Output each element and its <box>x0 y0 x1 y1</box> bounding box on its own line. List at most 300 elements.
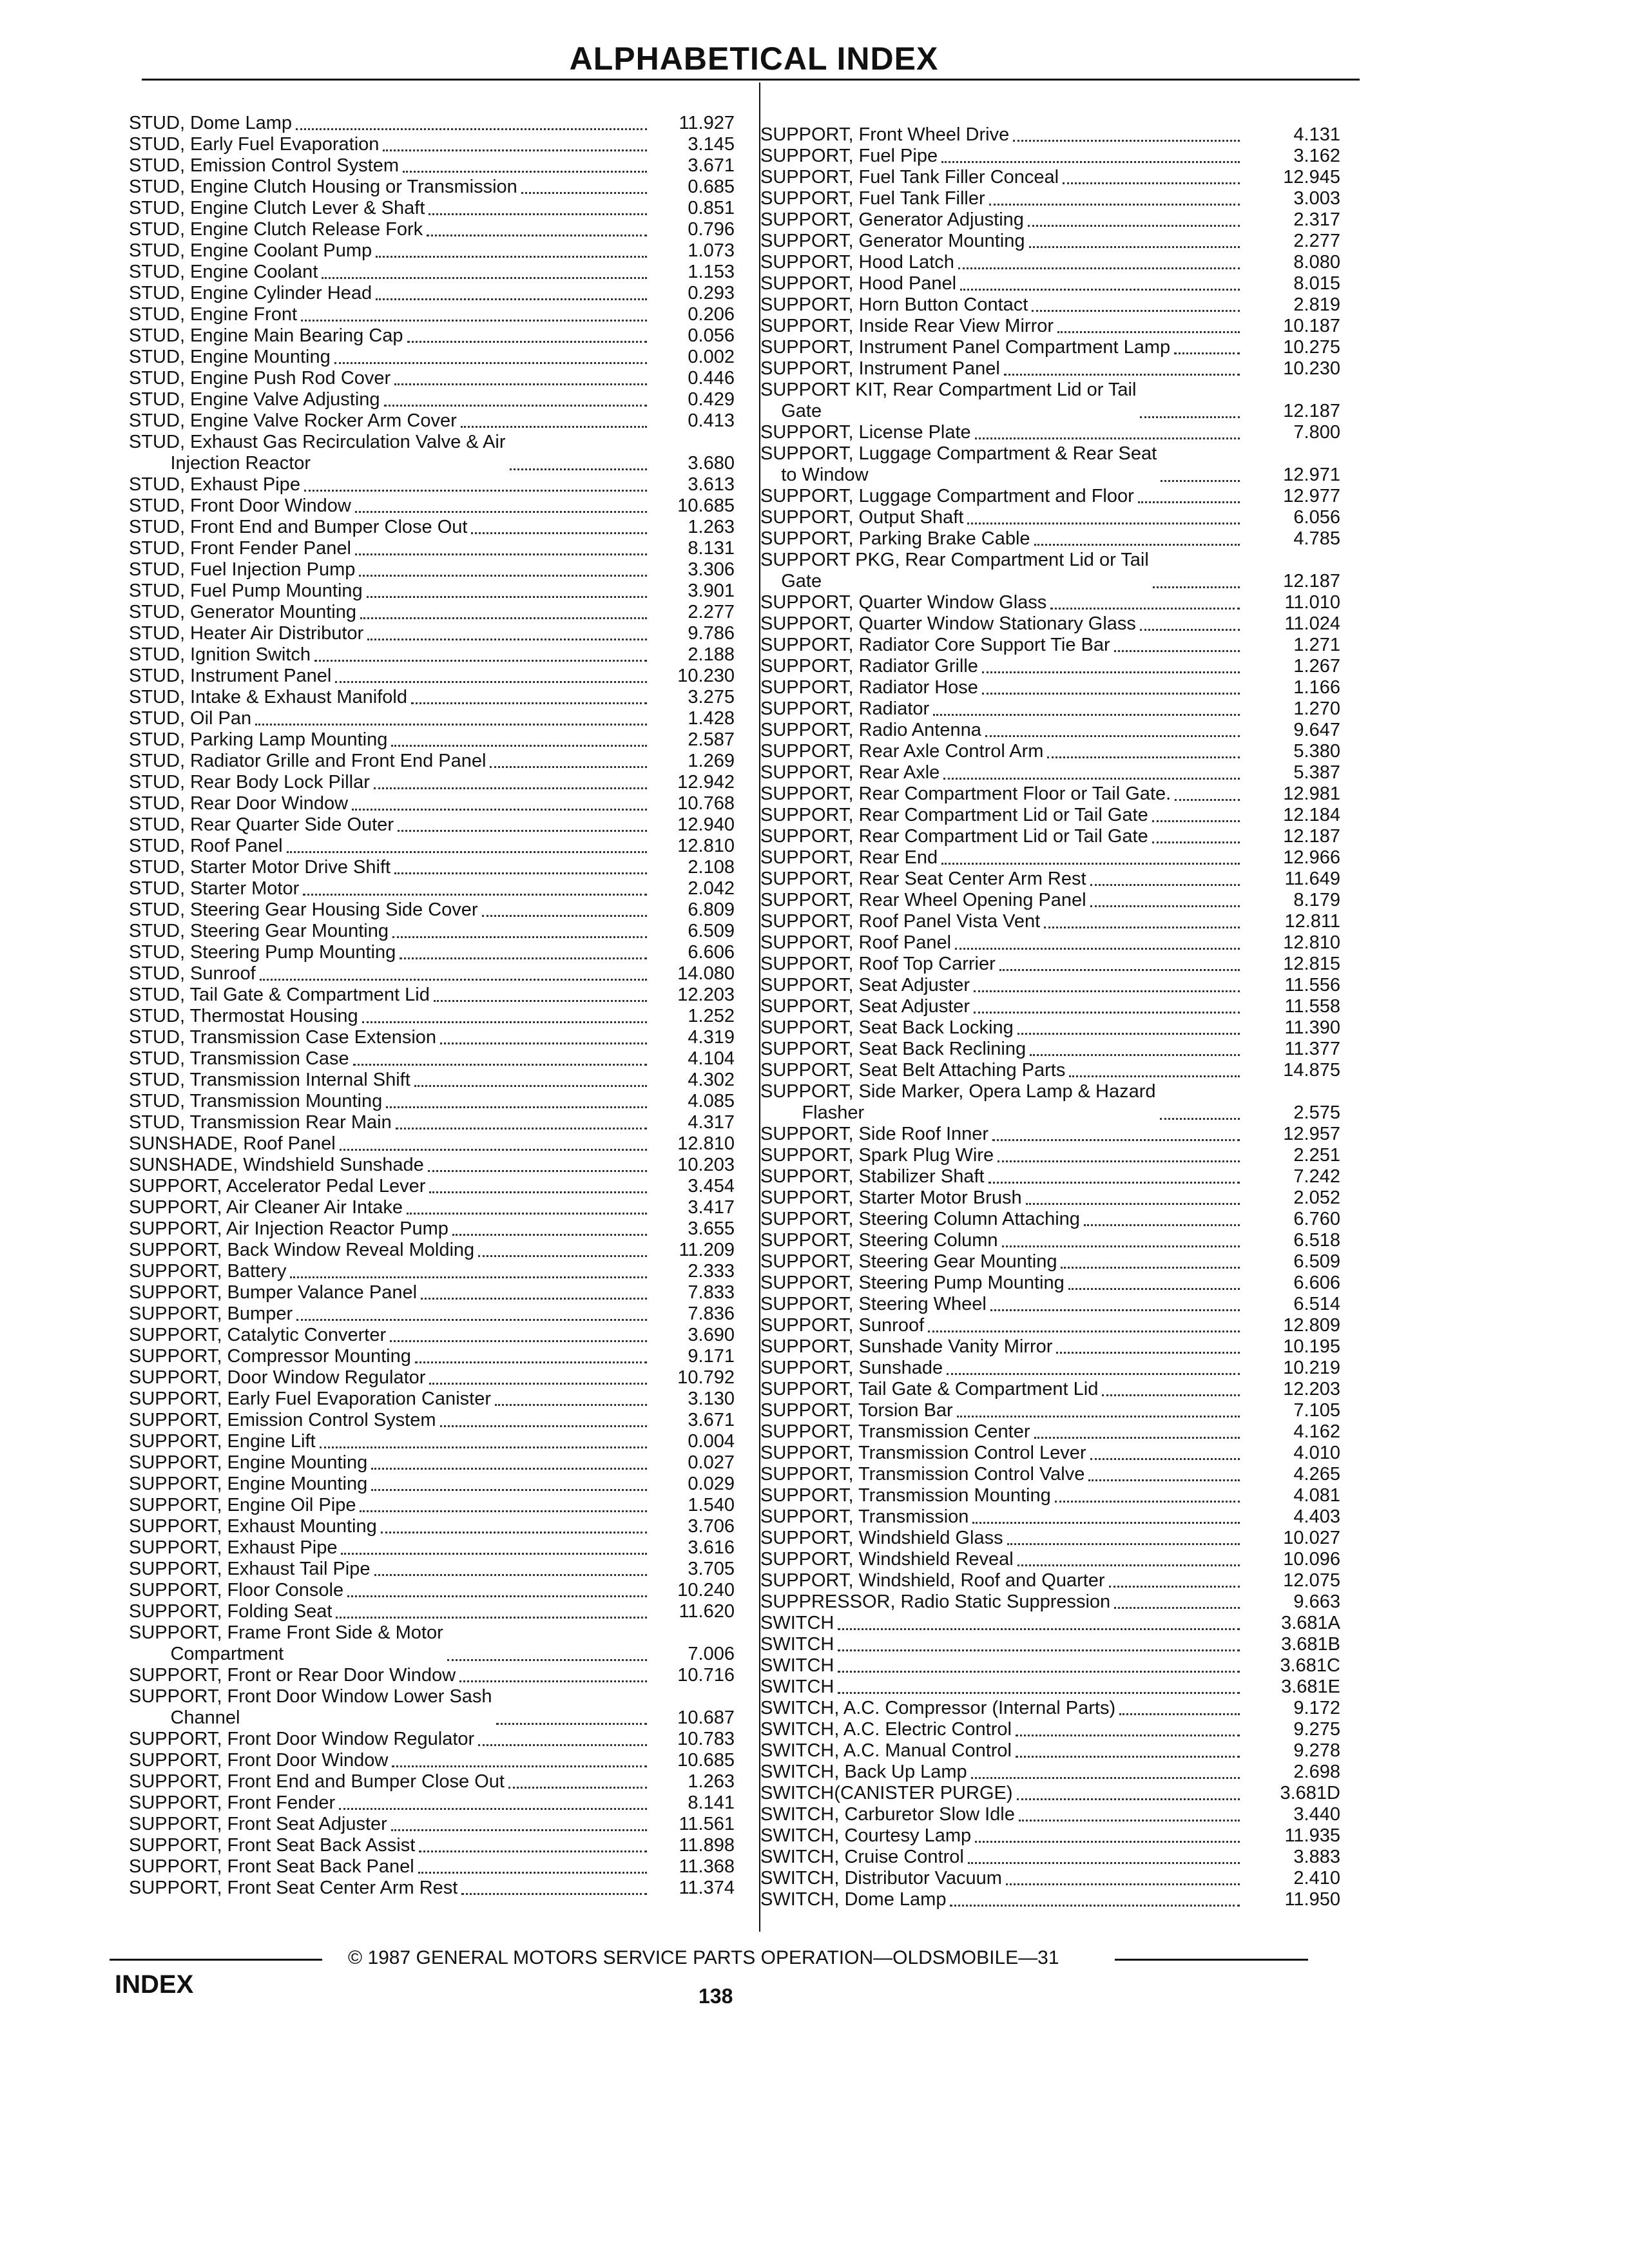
index-entry <box>129 389 735 410</box>
entry-reference: 1.153 <box>688 262 735 282</box>
entry-reference: 12.940 <box>677 814 735 835</box>
entry-name: SUPPORT, Fuel Tank Filler <box>760 188 985 209</box>
dot-leader <box>975 437 1240 439</box>
index-entry <box>129 899 735 921</box>
entry-reference: 11.209 <box>679 1240 735 1260</box>
index-entry <box>129 1622 735 1665</box>
dot-leader <box>376 298 647 300</box>
index-entry <box>129 113 735 134</box>
entry-name: STUD, Transmission Rear Main <box>129 1112 392 1133</box>
index-entry <box>760 146 1340 167</box>
entry-reference: 9.786 <box>688 623 735 644</box>
dot-leader <box>374 1573 648 1576</box>
index-entry <box>129 602 735 623</box>
dot-leader <box>990 1309 1240 1311</box>
index-entry <box>129 283 735 304</box>
entry-reference: 12.815 <box>1283 954 1340 974</box>
entry-reference: 1.269 <box>688 751 735 771</box>
index-entry <box>129 1027 735 1048</box>
entry-name: SUPPORT, Transmission <box>760 1506 969 1527</box>
entry-name: STUD, Rear Door Window <box>129 793 349 814</box>
entry-name: SUPPORT, Engine Oil Pipe <box>129 1495 356 1515</box>
dot-leader <box>1140 628 1240 631</box>
index-entry <box>760 805 1340 826</box>
entry-reference: 1.271 <box>1293 635 1340 655</box>
dot-leader <box>414 1084 647 1087</box>
entry-name: STUD, Engine Coolant Pump <box>129 240 372 261</box>
entry-name: STUD, Sunroof <box>129 963 256 984</box>
entry-name: SUPPORT, Front Seat Back Assist <box>129 1835 416 1856</box>
dot-leader <box>314 659 647 662</box>
entry-reference: 3.440 <box>1293 1804 1340 1825</box>
entry-reference: 6.509 <box>1293 1251 1340 1272</box>
dot-leader <box>415 1361 647 1363</box>
entry-name: SUPPORT, Parking Brake Cable <box>760 528 1030 549</box>
dot-leader <box>355 510 647 513</box>
entry-reference: 4.265 <box>1293 1464 1340 1485</box>
dot-leader <box>296 1318 647 1321</box>
dot-leader <box>1152 841 1240 843</box>
dot-leader <box>974 990 1240 992</box>
entry-reference: 2.052 <box>1293 1187 1340 1208</box>
index-entry <box>760 656 1340 677</box>
entry-reference: 12.981 <box>1283 783 1340 804</box>
dot-leader <box>1044 926 1240 928</box>
dot-leader <box>411 702 647 704</box>
entry-reference: 3.883 <box>1293 1847 1340 1867</box>
entry-name: SUNSHADE, Roof Panel <box>129 1133 336 1154</box>
dot-leader <box>1160 1117 1240 1120</box>
index-entry <box>129 1367 735 1389</box>
index-entry <box>129 1559 735 1580</box>
entry-reference: 14.875 <box>1283 1060 1340 1081</box>
index-entry <box>129 1325 735 1346</box>
entry-reference: 11.927 <box>679 113 735 133</box>
entry-reference: 3.901 <box>688 581 735 601</box>
entry-reference: 1.270 <box>1293 698 1340 719</box>
dot-leader <box>334 361 647 364</box>
entry-name: SUPPORT, Battery <box>129 1261 287 1282</box>
index-entry <box>760 1634 1340 1655</box>
dot-leader <box>371 1467 647 1470</box>
index-entry <box>129 666 735 687</box>
entry-name: SUPPORT, Horn Button Contact <box>760 294 1028 315</box>
index-entry <box>760 677 1340 698</box>
entry-reference: 0.027 <box>688 1452 735 1473</box>
entry-name: SUPPORT, Sunroof <box>760 1315 925 1336</box>
index-entry <box>129 1835 735 1856</box>
entry-reference: 1.252 <box>688 1006 735 1026</box>
dot-leader <box>1153 586 1240 588</box>
entry-name: STUD, Starter Motor <box>129 878 300 899</box>
index-entry <box>129 1006 735 1027</box>
index-entry <box>760 1847 1340 1868</box>
index-entry <box>129 729 735 751</box>
entry-reference: 12.810 <box>677 1133 735 1154</box>
entry-reference: 3.671 <box>688 155 735 176</box>
entry-name: STUD, Generator Mounting <box>129 602 356 622</box>
entry-name: STUD, Rear Quarter Side Outer <box>129 814 394 835</box>
dot-leader <box>508 1786 647 1789</box>
dot-leader <box>1114 1606 1240 1609</box>
entry-name: SUPPORT, Radio Antenna <box>760 720 981 740</box>
entry-reference: 11.377 <box>1284 1039 1340 1059</box>
copyright-notice: © 1987 GENERAL MOTORS SERVICE PARTS OPERATION—OLDSMOBILE—31 <box>348 1947 1059 1968</box>
entry-name: STUD, Roof Panel <box>129 836 283 856</box>
index-entry <box>760 443 1340 486</box>
entry-name: STUD, Engine Main Bearing Cap <box>129 325 403 346</box>
entry-name: SUPPORT, Front Door Window Lower Sash Channel <box>129 1686 492 1728</box>
entry-reference: 5.387 <box>1293 762 1340 783</box>
entry-name: SUPPORT, Front Fender <box>129 1792 336 1813</box>
dot-leader <box>838 1670 1240 1673</box>
entry-reference: 3.681D <box>1280 1783 1340 1803</box>
index-entry <box>129 262 735 283</box>
dot-leader <box>303 893 647 896</box>
entry-reference: 2.251 <box>1293 1145 1340 1166</box>
dot-leader <box>360 1510 647 1512</box>
index-entry <box>760 1209 1340 1230</box>
index-entry <box>129 1580 735 1601</box>
index-entry <box>760 316 1340 337</box>
index-entry <box>760 1230 1340 1251</box>
entry-name: STUD, Parking Lamp Mounting <box>129 729 388 750</box>
entry-name: SUPPORT, Folding Seat <box>129 1601 333 1622</box>
entry-name: SUPPORT, Steering Pump Mounting <box>760 1273 1065 1293</box>
entry-name: SUPPORT, Bumper Valance Panel <box>129 1282 418 1303</box>
dot-leader <box>1034 1436 1240 1439</box>
dot-leader <box>950 1904 1240 1907</box>
dot-leader <box>989 203 1240 206</box>
entry-name: SWITCH, A.C. Electric Control <box>760 1719 1012 1740</box>
index-entry <box>760 124 1340 146</box>
entry-reference: 6.518 <box>1293 1230 1340 1251</box>
entry-name: STUD, Front End and Bumper Close Out <box>129 517 468 537</box>
index-entry <box>129 240 735 262</box>
index-entry <box>129 1878 735 1899</box>
dot-leader <box>396 1127 647 1129</box>
dot-leader <box>838 1628 1240 1630</box>
index-entry <box>129 1133 735 1155</box>
entry-name: SUPPORT, Roof Panel Vista Vent <box>760 911 1041 932</box>
index-entry <box>760 1719 1340 1740</box>
dot-leader <box>400 957 647 959</box>
index-entry <box>760 1889 1340 1910</box>
entry-name: SUPPORT, Side Marker, Opera Lamp & Hazard Flasher <box>760 1081 1156 1123</box>
right-index-column <box>760 124 1340 1910</box>
entry-name: STUD, Instrument Panel <box>129 666 332 686</box>
entry-reference: 4.162 <box>1293 1421 1340 1442</box>
entry-name: SUPPORT, Engine Lift <box>129 1431 316 1452</box>
index-entry <box>129 1346 735 1367</box>
entry-reference: 12.945 <box>1283 167 1340 187</box>
entry-name: SUPPORT, Emission Control System <box>129 1410 436 1430</box>
entry-name: SUPPORT, Stabilizer Shaft <box>760 1166 985 1187</box>
dot-leader <box>1034 543 1240 546</box>
entry-reference: 0.002 <box>688 347 735 367</box>
entry-name: STUD, Engine Front <box>129 304 298 325</box>
index-entry <box>129 198 735 219</box>
entry-reference: 11.561 <box>679 1814 735 1834</box>
dot-leader <box>1017 1032 1240 1035</box>
entry-reference: 3.275 <box>688 687 735 707</box>
index-entry <box>129 1218 735 1240</box>
entry-reference: 6.056 <box>1293 507 1340 528</box>
index-entry <box>760 1124 1340 1145</box>
dot-leader <box>1002 1245 1240 1247</box>
entry-name: STUD, Engine Clutch Lever & Shaft <box>129 198 425 218</box>
entry-reference: 0.293 <box>688 283 735 303</box>
entry-name: SUPPORT, Transmission Mounting <box>760 1485 1051 1506</box>
dot-leader <box>392 936 647 938</box>
entry-reference: 3.306 <box>688 559 735 580</box>
entry-name: SUPPORT, Exhaust Mounting <box>129 1516 377 1537</box>
entry-name: SUPPORT, Inside Rear View Mirror <box>760 316 1054 336</box>
entry-name: SUPPORT, Rear Axle Control Arm <box>760 741 1044 762</box>
dot-leader <box>943 777 1240 780</box>
entry-name: STUD, Exhaust Gas Recirculation Valve & Air Injection Reactor <box>129 432 506 474</box>
dot-leader <box>838 1649 1240 1651</box>
index-entry <box>760 1251 1340 1273</box>
entry-reference: 11.558 <box>1284 996 1340 1017</box>
index-entry <box>129 1048 735 1070</box>
entry-reference: 9.278 <box>1293 1740 1340 1761</box>
dot-leader <box>360 617 647 619</box>
dot-leader <box>322 276 647 279</box>
dot-leader <box>478 1254 647 1257</box>
entry-name: SWITCH, Courtesy Lamp <box>760 1825 972 1846</box>
entry-reference: 2.317 <box>1293 209 1340 230</box>
dot-leader <box>941 862 1240 865</box>
entry-reference: 3.705 <box>688 1559 735 1579</box>
index-entry <box>760 358 1340 380</box>
index-entry <box>760 1762 1340 1783</box>
index-entry <box>760 1358 1340 1379</box>
entry-name: SUPPORT, Steering Column <box>760 1230 998 1251</box>
entry-name: SUPPORT, Quarter Window Glass <box>760 592 1047 613</box>
entry-reference: 0.685 <box>688 177 735 197</box>
entry-reference: 8.015 <box>1293 273 1340 294</box>
entry-reference: 10.027 <box>1283 1528 1340 1548</box>
index-entry <box>129 687 735 708</box>
index-entry <box>760 486 1340 507</box>
index-entry <box>760 294 1340 316</box>
entry-reference: 7.836 <box>688 1303 735 1324</box>
index-entry <box>129 1112 735 1133</box>
entry-reference: 12.810 <box>677 836 735 856</box>
index-entry <box>129 517 735 538</box>
dot-leader <box>1026 1202 1240 1205</box>
entry-name: SUPPORT, Hood Panel <box>760 273 957 294</box>
dot-leader <box>1029 245 1240 248</box>
entry-name: SUPPORT, Windshield Glass <box>760 1528 1003 1548</box>
index-entry <box>129 1197 735 1218</box>
entry-reference: 9.171 <box>688 1346 735 1367</box>
dot-leader <box>1140 416 1240 418</box>
dot-leader <box>1090 1457 1240 1460</box>
index-entry <box>129 1665 735 1686</box>
entry-reference: 1.263 <box>688 1771 735 1792</box>
entry-name: SWITCH <box>760 1634 834 1655</box>
entry-reference: 12.187 <box>1283 571 1340 591</box>
index-entry <box>760 1017 1340 1039</box>
entry-reference: 9.663 <box>1293 1591 1340 1612</box>
dot-leader <box>1161 479 1240 482</box>
entry-reference: 3.613 <box>688 474 735 495</box>
entry-reference: 6.760 <box>1293 1209 1340 1229</box>
index-entry <box>129 219 735 240</box>
dot-leader <box>1030 1053 1240 1056</box>
entry-name: STUD, Engine Clutch Release Fork <box>129 219 423 240</box>
index-entry <box>129 410 735 432</box>
dot-leader <box>992 1139 1240 1141</box>
entry-reference: 0.851 <box>688 198 735 218</box>
index-entry <box>760 1187 1340 1209</box>
dot-leader <box>482 914 647 917</box>
entry-name: SUPPORT, Rear Axle <box>760 762 940 783</box>
entry-name: STUD, Engine Clutch Housing or Transmission <box>129 177 517 197</box>
left-index-column <box>129 113 735 1899</box>
entry-reference: 2.410 <box>1293 1868 1340 1888</box>
entry-name: STUD, Engine Coolant <box>129 262 318 282</box>
entry-reference: 3.655 <box>688 1218 735 1239</box>
entry-name: SUPPORT, Rear Compartment Lid or Tail Gate <box>760 805 1148 825</box>
entry-reference: 12.971 <box>1283 465 1340 485</box>
page-title: ALPHABETICAL INDEX <box>569 41 939 77</box>
index-entry <box>760 252 1340 273</box>
index-entry <box>760 1060 1340 1081</box>
index-entry <box>760 1528 1340 1549</box>
entry-reference: 12.957 <box>1283 1124 1340 1144</box>
footer-rule-right <box>1115 1959 1308 1961</box>
entry-reference: 11.374 <box>679 1878 735 1898</box>
entry-name: STUD, Early Fuel Evaporation <box>129 134 380 155</box>
index-entry <box>760 1825 1340 1847</box>
entry-name: STUD, Tail Gate & Compartment Lid <box>129 985 430 1005</box>
entry-name: SUPPORT, Transmission Control Valve <box>760 1464 1085 1485</box>
index-entry <box>129 432 735 474</box>
entry-name: SUPPORT, Radiator Grille <box>760 656 978 677</box>
entry-name: SUPPORT, Seat Back Locking <box>760 1017 1014 1038</box>
entry-name: STUD, Transmission Internal Shift <box>129 1070 410 1090</box>
entry-reference: 4.319 <box>688 1027 735 1048</box>
index-entry <box>760 167 1340 188</box>
index-entry <box>129 1771 735 1792</box>
dot-leader <box>1006 1883 1240 1885</box>
entry-reference: 4.317 <box>688 1112 735 1133</box>
entry-name: STUD, Steering Gear Housing Side Cover <box>129 899 478 920</box>
entry-reference: 3.417 <box>688 1197 735 1218</box>
dot-leader <box>392 1765 647 1767</box>
index-entry <box>760 422 1340 443</box>
entry-reference: 10.768 <box>677 793 735 814</box>
entry-reference: 6.606 <box>1293 1273 1340 1293</box>
index-entry <box>129 1516 735 1537</box>
dot-leader <box>335 680 647 683</box>
index-entry <box>129 1261 735 1282</box>
dot-leader <box>403 170 647 173</box>
dot-leader <box>988 1181 1240 1184</box>
entry-name: SWITCH, Dome Lamp <box>760 1889 947 1910</box>
entry-reference: 8.141 <box>688 1792 735 1813</box>
dot-leader <box>1175 798 1240 801</box>
dot-leader <box>381 1531 647 1533</box>
entry-name: SUPPORT KIT, Rear Compartment Lid or Tail Gate <box>760 380 1137 421</box>
dot-leader <box>367 638 647 640</box>
entry-reference: 2.042 <box>688 878 735 899</box>
dot-leader <box>461 1892 647 1895</box>
entry-reference: 10.716 <box>677 1665 735 1686</box>
dot-leader <box>320 1446 647 1448</box>
entry-name: SUPPORT, Transmission Center <box>760 1421 1030 1442</box>
entry-reference: 9.647 <box>1293 720 1340 740</box>
entry-name: STUD, Fuel Pump Mounting <box>129 581 363 601</box>
dot-leader <box>838 1691 1240 1694</box>
entry-name: SUNSHADE, Windshield Sunshade <box>129 1155 424 1175</box>
dot-leader <box>968 1861 1240 1864</box>
dot-leader <box>429 1191 647 1193</box>
entry-reference: 3.681E <box>1281 1677 1340 1697</box>
entry-name: SUPPORT, Generator Mounting <box>760 231 1025 251</box>
entry-name: STUD, Front Door Window <box>129 495 351 516</box>
index-entry <box>760 507 1340 528</box>
entry-reference: 12.187 <box>1283 826 1340 847</box>
entry-reference: 11.368 <box>679 1856 735 1877</box>
entry-reference: 0.796 <box>688 219 735 240</box>
dot-leader <box>355 553 647 555</box>
dot-leader <box>376 255 647 258</box>
entry-name: SUPPORT, Rear Compartment Floor or Tail Gate. <box>760 783 1171 804</box>
entry-name: SUPPORT, Rear Compartment Lid or Tail Gate <box>760 826 1148 847</box>
entry-reference: 3.706 <box>688 1516 735 1537</box>
dot-leader <box>391 1829 647 1831</box>
dot-leader <box>478 1744 647 1746</box>
dot-leader <box>1050 607 1240 610</box>
entry-name: SWITCH <box>760 1677 834 1697</box>
index-entry <box>760 1613 1340 1634</box>
dot-leader <box>1088 1479 1240 1481</box>
index-entry <box>129 1091 735 1112</box>
dot-leader <box>1047 756 1240 758</box>
entry-name: SUPPORT, Generator Adjusting <box>760 209 1024 230</box>
entry-reference: 12.811 <box>1284 911 1340 932</box>
index-entry <box>129 325 735 347</box>
entry-name: SUPPORT, Side Roof Inner <box>760 1124 989 1144</box>
index-entry <box>760 550 1340 592</box>
entry-name: STUD, Transmission Case Extension <box>129 1027 437 1048</box>
dot-leader <box>1109 1585 1240 1588</box>
entry-name: STUD, Thermostat Housing <box>129 1006 358 1026</box>
entry-reference: 1.263 <box>688 517 735 537</box>
entry-name: STUD, Engine Push Rod Cover <box>129 368 391 389</box>
entry-reference: 2.819 <box>1293 294 1340 315</box>
index-entry <box>129 751 735 772</box>
dot-leader <box>461 425 647 428</box>
entry-name: SUPPORT, Fuel Tank Filler Conceal <box>760 167 1059 187</box>
title-rule <box>142 79 1360 81</box>
index-entry <box>760 1081 1340 1124</box>
entry-name: SUPPORT, Exhaust Pipe <box>129 1537 338 1558</box>
dot-leader <box>521 191 647 194</box>
index-entry <box>129 644 735 666</box>
dot-leader <box>407 1212 647 1215</box>
dot-leader <box>1007 1542 1240 1545</box>
entry-reference: 10.275 <box>1283 337 1340 358</box>
entry-reference: 7.242 <box>1293 1166 1340 1187</box>
entry-reference: 1.166 <box>1293 677 1340 698</box>
dot-leader <box>495 1403 647 1406</box>
entry-reference: 3.145 <box>688 134 735 155</box>
